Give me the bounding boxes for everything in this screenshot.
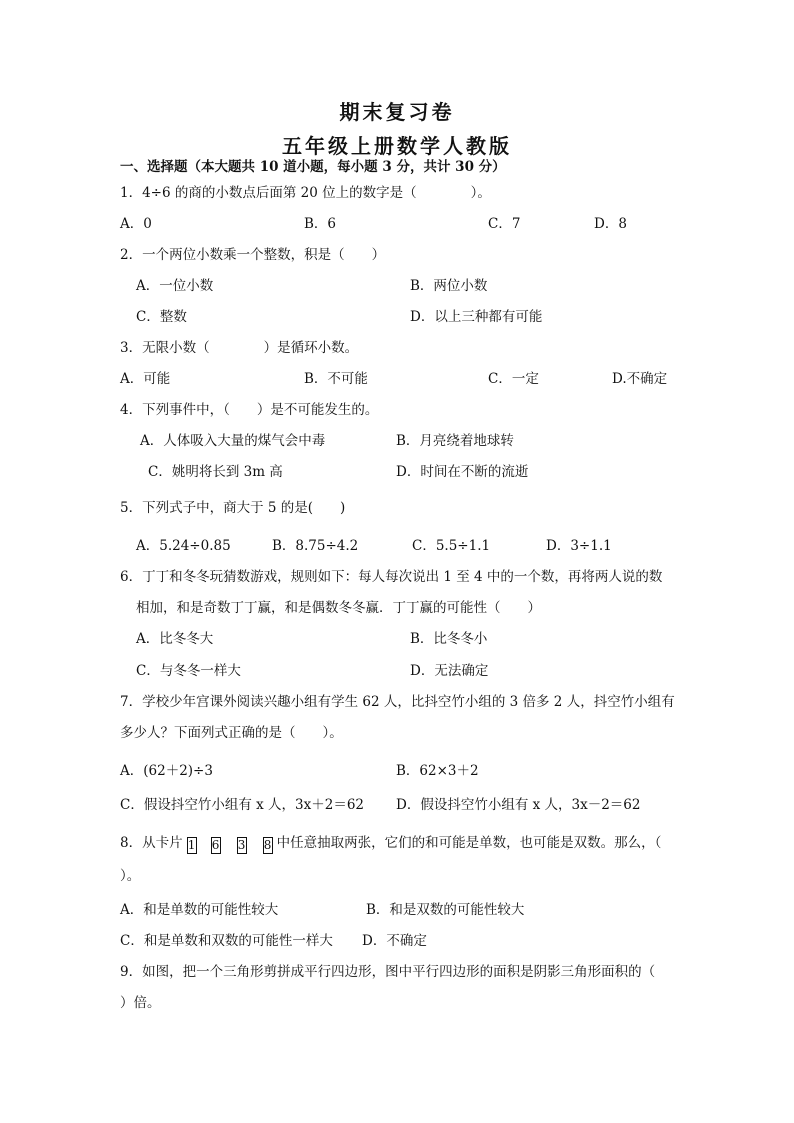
- q5-option-c: C．5.5÷1.1: [412, 538, 491, 554]
- question-4-stem: 4．下列事件中，（ ）是不可能发生的。: [120, 402, 379, 418]
- q3-option-d: D.不确定: [612, 371, 668, 387]
- question-8-stem: [120, 834, 661, 854]
- q6-option-d: D．无法确定: [410, 663, 489, 679]
- q8-stem-prefix: 8．从卡片: [120, 835, 183, 851]
- card-8: 8: [263, 838, 272, 852]
- q2-option-a: A．一位小数: [136, 278, 214, 294]
- section-label: 一、选择题: [120, 159, 188, 175]
- q1-option-d: D．8: [594, 216, 627, 232]
- question-7-stem-line2: 多少人？下面列式正确的是（ ）。: [120, 725, 343, 741]
- question-9-stem-line1: 9．如图，把一个三角形剪拼成平行四边形，图中平行四边形的面积是阴影三角形面积的（: [120, 964, 656, 980]
- question-2-stem: 2．一个两位小数乘一个整数，积是（ ）: [120, 247, 386, 263]
- q3-option-a: A．可能: [120, 371, 171, 387]
- card-3: 3: [237, 838, 246, 852]
- card-6: 6: [211, 838, 220, 852]
- q8-stem-suffix: 中任意抽取两张，它们的和可能是单数，也可能是双数。那么，（: [276, 835, 662, 851]
- q1-option-a: A．0: [120, 216, 152, 232]
- q4-option-c: C．姚明将长到 3m 高: [148, 464, 283, 480]
- q5-option-d: D．3÷1.1: [546, 538, 612, 554]
- q7-option-b: B．62×3＋2: [396, 763, 479, 779]
- question-6-stem-line2: 相加，和是奇数丁丁赢，和是偶数冬冬赢．丁丁赢的可能性（ ）: [136, 600, 541, 616]
- q7-option-d: D．假设抖空竹小组有 x 人，3x－2＝62: [396, 797, 641, 813]
- exam-subtitle: 五年级上册数学人教版: [282, 134, 512, 158]
- q4-option-b: B．月亮绕着地球转: [396, 433, 514, 449]
- q7-option-a: A．(62＋2)÷3: [120, 763, 213, 779]
- section-header: [120, 158, 506, 176]
- q7-option-c: C．假设抖空竹小组有 x 人，3x＋2＝62: [120, 797, 364, 813]
- q6-option-b: B．比冬冬小: [410, 631, 488, 647]
- q1-option-b: B．6: [304, 216, 337, 232]
- question-6-stem-line1: 6．丁丁和冬冬玩猜数游戏，规则如下：每人每次说出 1 至 4 中的一个数，再将两人说的数: [120, 569, 663, 585]
- q2-option-d: D．以上三种都有可能: [410, 309, 543, 325]
- exam-title: 期末复习卷: [339, 100, 455, 124]
- q8-option-a: A．和是单数的可能性较大: [120, 902, 279, 918]
- q6-option-c: C．与冬冬一样大: [136, 663, 241, 679]
- q5-option-b: B．8.75÷4.2: [272, 538, 359, 554]
- q3-option-b: B．不可能: [304, 371, 368, 387]
- q8-option-d: D．不确定: [362, 933, 427, 949]
- q4-option-a: A．人体吸入大量的煤气会中毒: [140, 433, 326, 449]
- q3-option-c: C．一定: [488, 371, 539, 387]
- question-8-stem-line2: ）。: [120, 868, 141, 884]
- question-5-stem: 5．下列式子中，商大于 5 的是( ): [120, 500, 346, 516]
- q2-option-c: C．整数: [136, 309, 187, 325]
- q8-option-b: B．和是双数的可能性较大: [366, 902, 525, 918]
- card-1: 1: [187, 838, 196, 852]
- section-note: （本大题共 10 道小题，每小题 3 分，共计 30 分）: [187, 159, 506, 175]
- q2-option-b: B．两位小数: [410, 278, 488, 294]
- question-1-stem: 1．4÷6 的商的小数点后面第 20 位上的数字是（ ）。: [120, 185, 491, 201]
- q4-option-d: D．时间在不断的流逝: [396, 464, 529, 480]
- q1-option-c: C．7: [488, 216, 521, 232]
- q8-option-c: C．和是单数和双数的可能性一样大: [120, 933, 333, 949]
- q5-option-a: A．5.24÷0.85: [136, 538, 231, 554]
- q6-option-a: A．比冬冬大: [136, 631, 214, 647]
- question-9-stem-line2: ）倍。: [120, 995, 161, 1011]
- question-7-stem-line1: 7．学校少年宫课外阅读兴趣小组有学生 62 人，比抖空竹小组的 3 倍多 2 人，抖空竹小组有: [120, 694, 675, 710]
- question-3-stem: 3．无限小数（ ）是循环小数。: [120, 340, 359, 356]
